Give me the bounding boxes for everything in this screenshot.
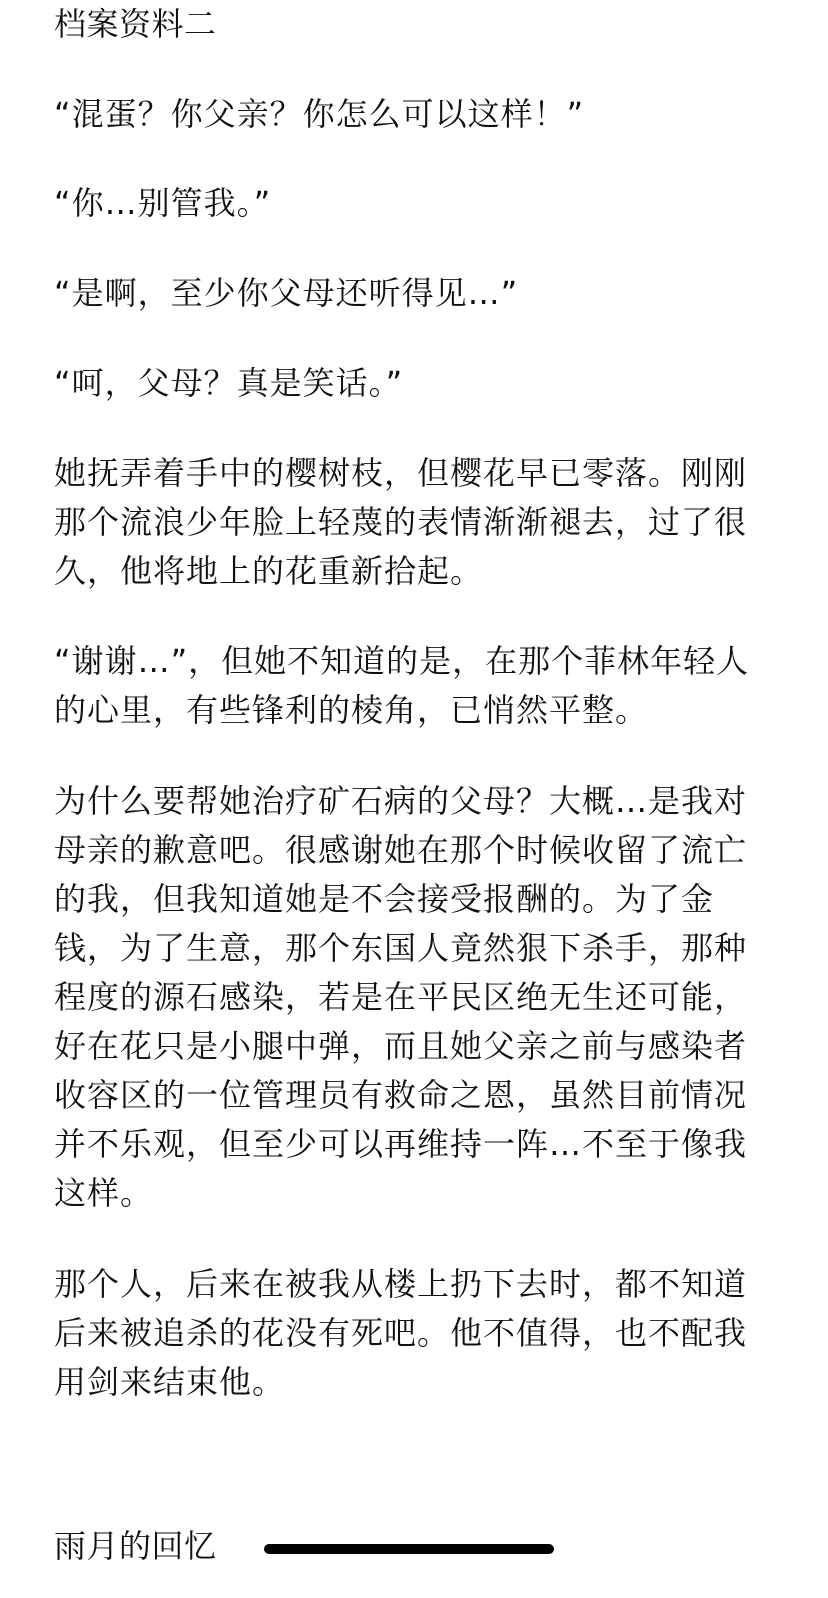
memory-caption: 雨月的回忆 xyxy=(54,1527,217,1565)
home-indicator[interactable] xyxy=(264,1544,554,1554)
dialogue-line-3: “是啊，至少你父母还听得见…” xyxy=(54,274,519,312)
narrative-paragraph-2: “谢谢…”，但她不知道的是，在那个菲林年轻人的心里，有些锋利的棱角，已悄然平整。 xyxy=(54,642,750,729)
footer-bar xyxy=(54,1520,814,1580)
document-body xyxy=(54,0,774,1407)
dialogue-line-2: “你…别管我。” xyxy=(54,184,272,222)
narrative-paragraph-1: 她抚弄着手中的樱树枝，但樱花早已零落。刚刚那个流浪少年脸上轻蔑的表情渐渐褪去，过了很久，他将地上的花重新拾起。 xyxy=(54,454,748,590)
dialogue-line-4: “呵，父母？真是笑话。” xyxy=(54,364,404,402)
dialogue-line-1: “混蛋？你父亲？你怎么可以这样！” xyxy=(54,95,585,133)
document-title: 档案资料二 xyxy=(54,5,217,43)
narrative-paragraph-4: 那个人，后来在被我从楼上扔下去时，都不知道后来被追杀的花没有死吧。他不值得，也不配我用剑来结束他。 xyxy=(54,1265,748,1401)
narrative-paragraph-3: 为什么要帮她治疗矿石病的父母？大概…是我对母亲的歉意吧。很感谢她在那个时候收留了流亡的我，但我知道她是不会接受报酬的。为了金钱，为了生意，那个东国人竟然狠下杀手，那种程度的源石感染，若是在平民区绝无生还可能，好在花只是小腿中弹，而且她父亲之前与感染者收容区的一位管理员有救命之恩，虽然目前情况并不乐观，但至少可以再维持一阵…不至于像我这样。 xyxy=(54,782,748,1212)
